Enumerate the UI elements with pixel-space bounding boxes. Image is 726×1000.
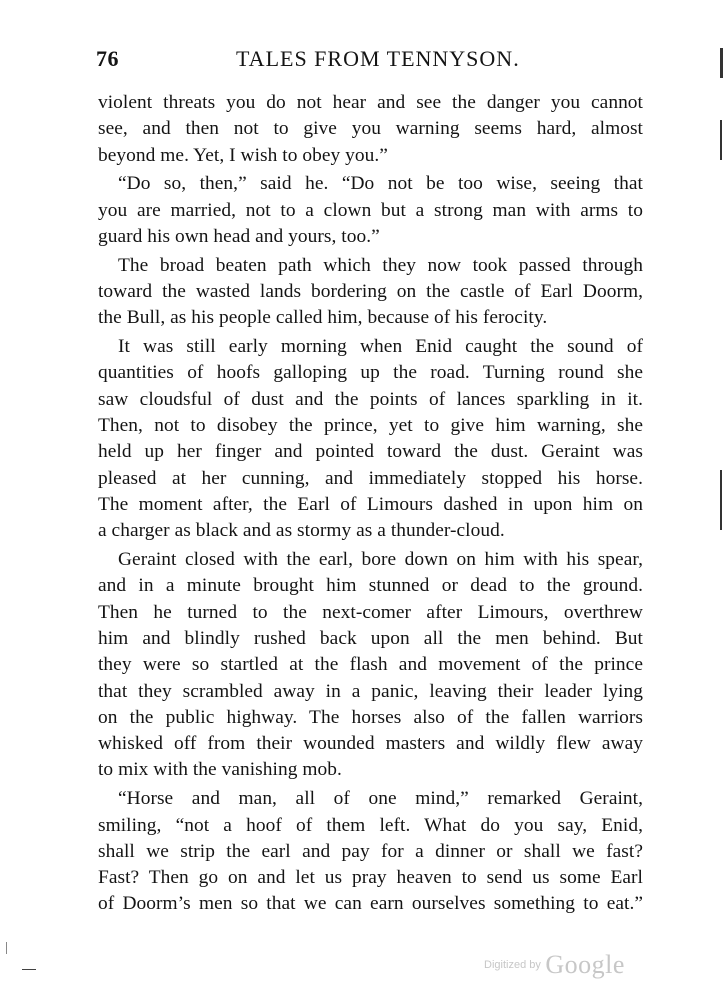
text-line: Then he turned to the next-comer after Limours, overthrew xyxy=(98,601,643,623)
text-line: toward the wasted lands bordering on the castle of Earl Doorm, xyxy=(98,281,643,303)
text-line: saw cloudsful of dust and the points of lances sparkling in it. xyxy=(98,388,643,410)
page-header xyxy=(96,46,644,78)
text-line: whisked off from their wounded masters and wildly flew away xyxy=(98,733,643,755)
text-line: violent threats you do not hear and see the danger you cannot xyxy=(98,92,643,113)
text-line: Geraint closed with the earl, bore down on him with his spear, xyxy=(118,549,643,571)
text-line: “Do so, then,” said he. “Do not be too wise, seeing that xyxy=(118,173,643,195)
text-line: him and blindly rushed back upon all the men behind. But xyxy=(98,627,643,649)
text-line: guard his own head and yours, too.” xyxy=(98,225,380,247)
text-line: you are married, not to a clown but a strong man with arms to xyxy=(98,199,643,221)
google-logo: Google xyxy=(545,950,625,979)
text-line: The moment after, the Earl of Limours dashed in upon him on xyxy=(98,493,643,515)
text-line: of Doorm’s men so that we can earn ourselves something to eat.” xyxy=(98,893,643,915)
text-line: shall we strip the earl and pay for a dinner or shall we fast? xyxy=(98,840,643,862)
page-number: 76 xyxy=(96,46,119,71)
paragraph xyxy=(98,547,643,784)
paragraph xyxy=(98,786,643,917)
scan-edge-mark xyxy=(720,470,722,530)
text-line: Fast? Then go on and let us pray heaven to send us some Earl xyxy=(98,867,643,889)
text-line: smiling, “not a hoof of them left. What do you say, Enid, xyxy=(98,814,643,836)
paragraph xyxy=(98,253,643,332)
text-line: beyond me. Yet, I wish to obey you.” xyxy=(98,144,388,166)
running-title: TALES FROM TENNYSON. xyxy=(236,46,520,71)
paragraph xyxy=(98,90,643,169)
text-line: a charger as black and as stormy as a thunder-cloud. xyxy=(98,520,505,542)
footer-dash: — xyxy=(22,960,36,976)
text-line: quantities of hoofs galloping up the road. Turning round she xyxy=(98,362,643,384)
text-line: to mix with the vanishing mob. xyxy=(98,759,342,781)
text-line: the Bull, as his people called him, because of his ferocity. xyxy=(98,307,548,329)
scan-edge-mark xyxy=(720,120,722,160)
text-line: pleased at her cunning, and immediately stopped his horse. xyxy=(98,467,643,489)
text-line: “Horse and man, all of one mind,” remarked Geraint, xyxy=(118,788,643,810)
text-line: they were so startled at the flash and movement of the prince xyxy=(98,654,643,676)
watermark-prefix: Digitized by xyxy=(484,959,541,971)
paragraph xyxy=(98,334,643,544)
body-text xyxy=(98,90,643,918)
text-line: that they scrambled away in a panic, leaving their leader lying xyxy=(98,680,643,702)
scan-edge-mark xyxy=(6,942,7,954)
digitized-watermark xyxy=(484,950,625,980)
text-line: held up her finger and pointed toward the dust. Geraint was xyxy=(98,441,643,463)
text-line: see, and then not to give you warning seems hard, almost xyxy=(98,118,643,140)
scan-edge-mark xyxy=(720,48,723,78)
text-line: The broad beaten path which they now took passed through xyxy=(118,254,643,276)
text-line: on the public highway. The horses also of the fallen warriors xyxy=(98,706,643,728)
paragraph xyxy=(98,171,643,250)
text-line: and in a minute brought him stunned or dead to the ground. xyxy=(98,575,643,597)
text-line: It was still early morning when Enid caught the sound of xyxy=(118,336,643,358)
text-line: Then, not to disobey the prince, yet to give him warning, she xyxy=(98,415,643,437)
